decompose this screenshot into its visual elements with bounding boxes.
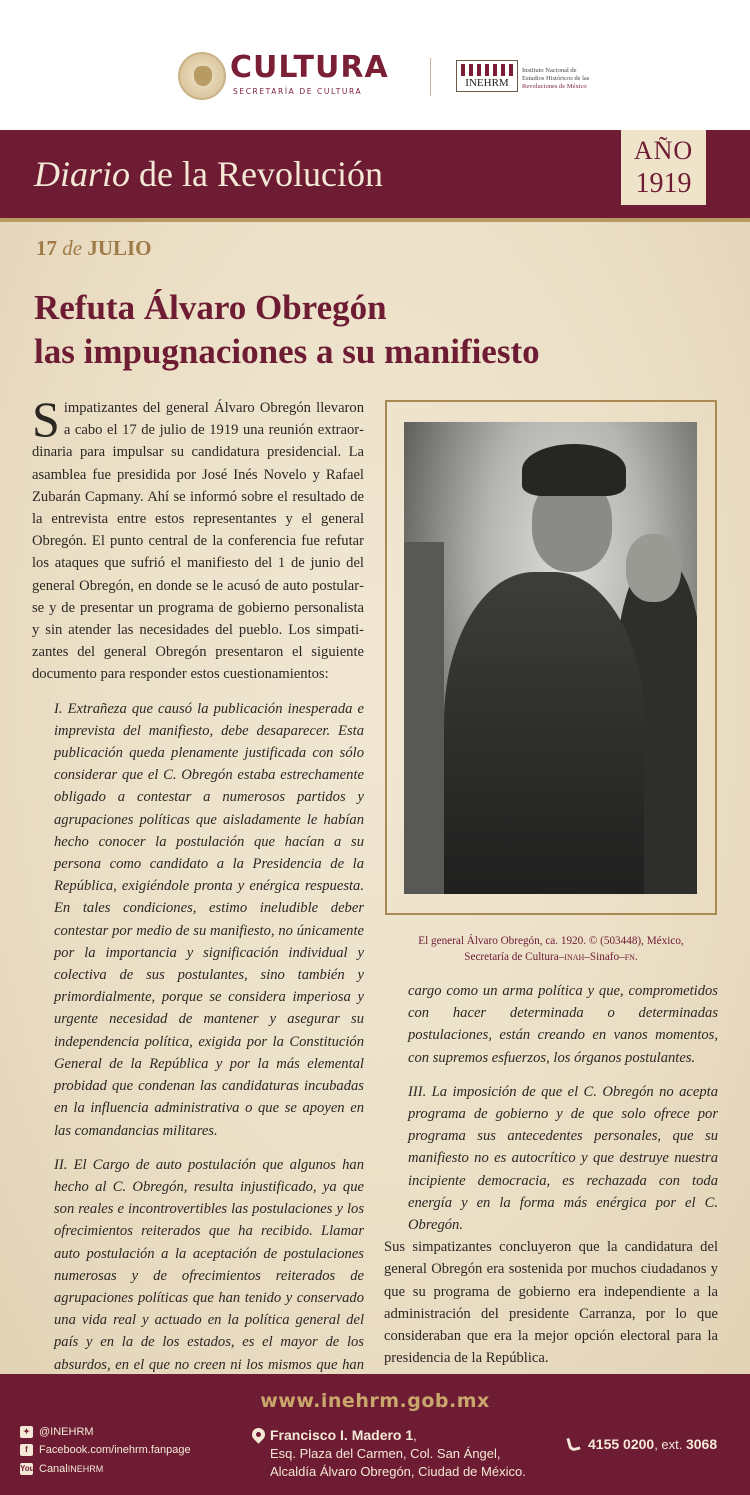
website-link[interactable]: www.inehrm.gob.mx [260, 1390, 490, 1412]
inehrm-desc-line: Instituto Nacional de [522, 67, 577, 74]
header [0, 0, 750, 130]
caption-part: Secretaría de Cultura– [464, 951, 565, 963]
inehrm-desc-line: Revoluciones de México [522, 83, 587, 90]
photo-caption [384, 933, 718, 965]
phone-ext: 3068 [685, 1436, 718, 1452]
article-headline [34, 286, 724, 374]
address-comma: , [413, 1428, 417, 1443]
headline-line: las impugnaciones a su manifiesto [34, 332, 540, 371]
series-title-italic: Diario [34, 154, 131, 194]
youtube-icon: You [20, 1464, 35, 1473]
youtube-label: Canal [39, 1463, 68, 1475]
header-divider [430, 58, 431, 96]
mexico-seal-logo [178, 52, 226, 100]
closing-paragraph: Sus simpatizantes concluyeron que la candidatura del general Obregón era sostenida por muchos ciudadanos y que su programa de gobierno era independiente a la administración del presidente Carranza, por lo que consideraban que era la mejor opción electoral para la presidencia de la República. [384, 1239, 718, 1367]
lead-text: impatizantes del general Álvaro Obregón llevaron a cabo el 17 de julio de 1919 una reunión extraordinaria para impulsar su candidatura presidencial. La asamblea fue presidida por José Inés Novelo y Rafael Zubarán Capmany. Ahí se informó sobre el resultado de la entrevista entre estos representantes y el general Obregón. El punto central de la conferencia fue refutar los ataques que sufrió el manifiesto del 1 de junio del general Obregón, en donde se le acusó de auto postularse y de presentar un programa de gobierno personalista y sin atender las necesidades del pueblo. Los simpatizantes del general Obregón presentaron el siguiente documento para responder estos cuestionamientos: [32, 400, 364, 683]
youtube-link[interactable] [20, 1463, 103, 1475]
date-de: de [57, 236, 88, 260]
right-column [384, 980, 718, 1381]
caption-line: El general Álvaro Obregón, ca. 1920. © (503448), México, [418, 935, 684, 947]
caption-part: –Sinafo– [584, 951, 625, 963]
youtube-channel: INEHRM [67, 1464, 104, 1474]
date-month: JULIO [87, 236, 152, 260]
inehrm-description [522, 67, 589, 91]
inehrm-logo-text: INEHRM [465, 77, 509, 89]
twitter-handle: @INEHRM [39, 1426, 94, 1438]
photo-obregon-body [444, 572, 644, 894]
secretaria-logo-subtext: SECRETARÍA DE CULTURA [233, 87, 363, 96]
caption-part: . [634, 951, 638, 963]
address-line: Alcaldía Álvaro Obregón, Ciudad de México. [270, 1464, 526, 1479]
year-label: AÑO [633, 136, 694, 165]
phone-number[interactable] [588, 1436, 717, 1452]
left-column [32, 391, 364, 1410]
quote-paragraph-1: I. Extrañeza que causó la publicación inesperada e imprevista del manifiesto, debe desaparecer. Esta publicación queda plenamente justificada con sólo considerar que el C. Obregón estaba estrechamente obligado a contestar a numerosos partidos y agrupaciones políticas que aisladamente le habían hecho conocer la postulación que hacían a su persona como candidato a la Presidencia de la República, exigiéndole pronta y enérgica respuesta. En tales condiciones, estimo ineludible deber contestar por medio de su manifiesto, no únicamente por la importancia y significación individual y colectiva de sus postulantes, sino también y primordialmente, porque se considera imperiosa y urgente necesidad de mantener y asegurar su independencia política, exigida por la Constitución General de la República y por la más elemental probidad que condenan las candidaturas incubadas en la influencia administrativa o que se apoyen en las comandancias militares. [54, 700, 364, 1139]
cultura-logo-text: CULTURA [230, 50, 389, 85]
year-value: 1919 [635, 168, 692, 199]
obregon-photo [404, 422, 697, 894]
facebook-icon: f [20, 1444, 33, 1456]
phone-ext-label: , ext. [654, 1437, 686, 1452]
quote-paragraph-3: III. La imposición de que el C. Obregón no acepta programa de gobierno y de que solo ofrece por programa sus antecedentes personales, que su manifiesto no es autocrítico y que destruye nuestra incipiente democracia, es rechazada con toda energía y en la forma más enérgica por el C. Obregón. [408, 1083, 718, 1234]
columns-icon [461, 64, 513, 76]
address-line: Esq. Plaza del Carmen, Col. San Ángel, [270, 1446, 501, 1461]
photo-background-figure [404, 542, 444, 894]
facebook-link[interactable] [20, 1444, 191, 1456]
lead-paragraph [32, 391, 364, 686]
date-day: 17 [36, 236, 57, 260]
headline-line: Refuta Álvaro Obregón [34, 288, 387, 327]
series-title [34, 153, 383, 195]
facebook-url: Facebook.com/inehrm.fanpage [39, 1444, 191, 1456]
series-title-rest: de la Revolución [130, 154, 383, 194]
inehrm-logo [456, 60, 518, 92]
quote-paragraph-2: II. El Cargo de auto postulación que algunos han hecho al C. Obregón, resulta injustificado, ya que son reales e incontrovertibles las postulaciones y los ofrecimientos reiterados que ha recibido. Llamar auto postulación a la aceptación de postulaciones numerosas y de ofrecimientos reiterados de agrupaciones políticas que han tenido y conservado una vida real y actuado en la política general del país y en la de los estados, es el mayor de los absurdos, en el que no creen ni los mismos que han [54, 1156, 364, 1373]
article-date [36, 236, 152, 261]
caption-line [384, 949, 718, 965]
twitter-icon: ✦ [20, 1426, 33, 1438]
address-line [270, 1426, 526, 1445]
photo-second-man-head [626, 534, 681, 602]
address-street: Francisco I. Madero 1 [270, 1427, 414, 1443]
photo-obregon-hat [522, 444, 626, 496]
drop-cap: S [32, 391, 60, 447]
twitter-link[interactable] [20, 1426, 94, 1438]
caption-part: fn [624, 951, 635, 963]
phone-main: 4155 0200 [588, 1436, 655, 1452]
quote-paragraph-2-continued: cargo como un arma política y que, comprometidos con hacer determinada o determinadas postulaciones, están creando en vanos momentos, con supremos esfuerzos, los órganos postulantes. [408, 983, 718, 1066]
year-box [621, 130, 706, 205]
inehrm-desc-line: Estudios Históricos de las [522, 75, 590, 82]
address [270, 1426, 526, 1481]
caption-part: inah [564, 951, 585, 963]
